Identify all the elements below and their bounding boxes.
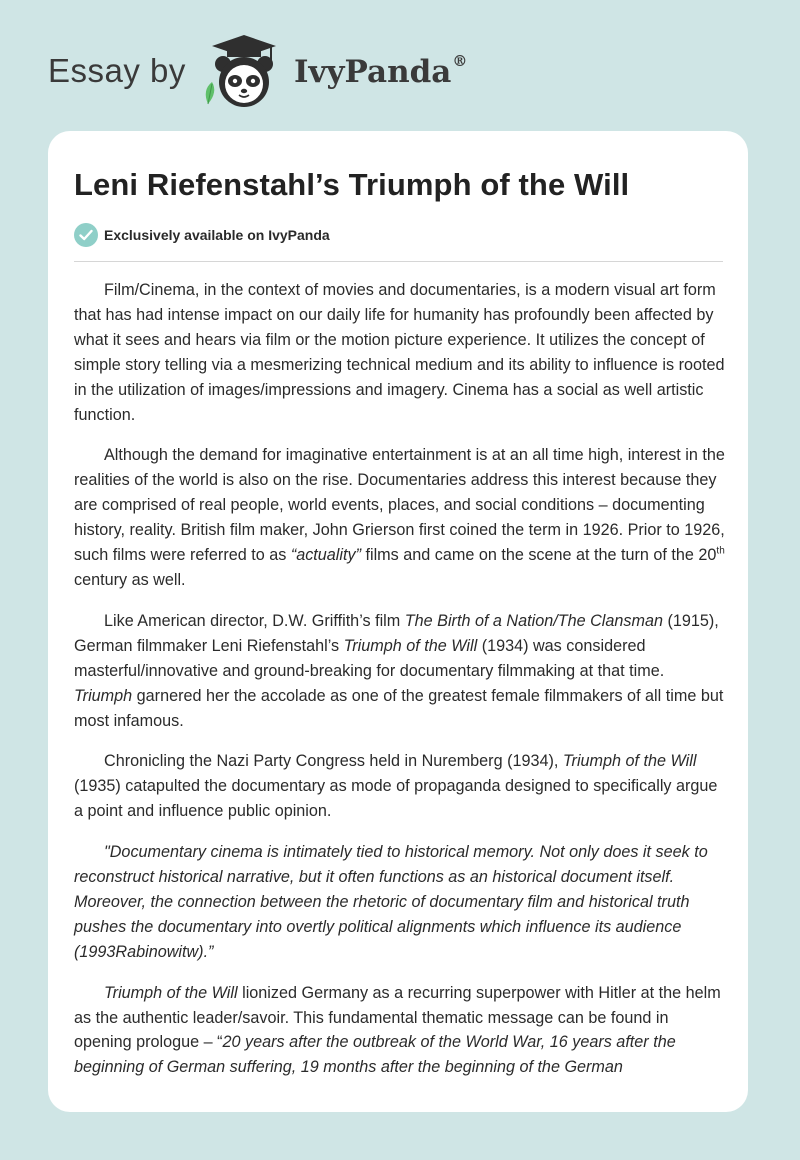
site-header	[48, 34, 508, 110]
paragraph-2: Although the demand for imaginative entertainment is at an all time high, interest in the realities of the world is also on the rise. Documentaries address this interest because they are comprised of real people, world events, places, and social conditions – documenting history, reality. British film maker, John Grierson first coined the term in 1926. Prior to 1926, such films were referred to as “actuality” films and came on the scene at the turn of the 20th century as well.	[74, 446, 725, 589]
paragraph-1: Film/Cinema, in the context of movies and documentaries, is a modern visual art form that has had intense impact on our daily life for humanity has profoundly been affected by what it sees and hears via film or the motion picture experience. It utilizes the concept of simple story telling via a mesmerizing technical medium and its ability to influence is rooted in the utilization of images/impressions and imagery. Cinema has a social as well artistic function.	[74, 281, 725, 424]
paragraph-3: Like American director, D.W. Griffith’s film The Birth of a Nation/The Clansman (1915), German filmmaker Leni Riefenstahl’s Triumph of the Will (1934) was considered masterful/innovative and ground-breaking for documentary filmmaking at that time. Triumph garnered her the accolade as one of the greatest female filmmakers of all time but most infamous.	[74, 611, 724, 730]
exclusive-badge	[74, 222, 330, 248]
paragraph-4: Chronicling the Nazi Party Congress held in Nuremberg (1934), Triumph of the Will (1935) catapulted the documentary as mode of propaganda designed to specifically argue a point and influence public opinion.	[74, 752, 718, 821]
exclusive-label: Exclusively available on IvyPanda	[104, 227, 330, 243]
block-quote: "Documentary cinema is intimately tied to historical memory. Not only does it seek to reconstruct historical narrative, but it often functions as an historical document itself. Moreover, the connection between the rhetoric of documentary film and historical truth pushes the documentary into overtly political alignments which influence its audience (1993Rabinowitw).”	[74, 843, 708, 961]
brand-name: IvyPanda®	[294, 52, 468, 90]
essay-by-label: Essay by	[48, 52, 186, 89]
header-divider	[74, 261, 723, 262]
check-icon	[74, 223, 98, 247]
essay-card	[48, 131, 748, 1112]
essay-body	[74, 278, 726, 1096]
panda-graduate-logo-icon[interactable]	[198, 34, 288, 110]
registered-mark: ®	[452, 52, 468, 70]
essay-title: Leni Riefenstahl’s Triumph of the Will	[74, 167, 630, 202]
paragraph-6: Triumph of the Will lionized Germany as a recurring superpower with Hitler at the helm as the authentic leader/savoir. This fundamental thematic message can be found in opening prologue – “20 years after the outbreak of the World War, 16 years after the beginning of German suffering, 19 months after the beginning of the German	[74, 983, 721, 1077]
